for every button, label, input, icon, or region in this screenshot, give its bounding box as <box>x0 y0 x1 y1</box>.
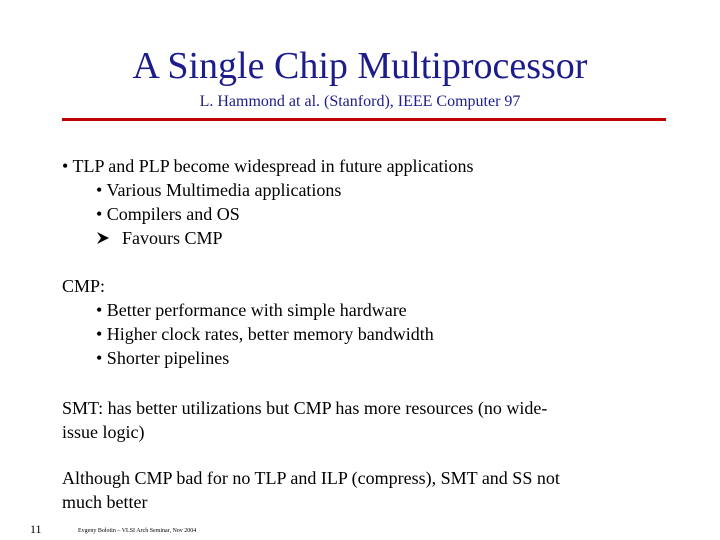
slide-title: A Single Chip Multiprocessor <box>132 45 588 87</box>
bullet-compilers: • Compilers and OS <box>96 204 240 224</box>
arrow-bullet-icon <box>96 226 122 250</box>
footer-credit: Evgeny Bolotin – VLSI Arch Seminar, Nov 2004 <box>78 528 197 534</box>
smt-paragraph-line2: issue logic) <box>62 422 145 442</box>
although-paragraph-line1: Although CMP bad for no TLP and ILP (compress), SMT and SS not <box>62 468 560 488</box>
bullet-tlp-plp: • TLP and PLP become widespread in future applications <box>62 156 474 176</box>
smt-paragraph-line1: SMT: has better utilizations but CMP has more resources (no wide- <box>62 398 548 418</box>
title-divider <box>62 118 666 121</box>
bullet-multimedia: • Various Multimedia applications <box>96 180 342 200</box>
cmp-heading: CMP: <box>62 276 106 296</box>
bullet-favours-cmp <box>96 226 223 250</box>
bullet-higher-clock: • Higher clock rates, better memory bandwidth <box>96 324 434 344</box>
bullet-shorter-pipelines: • Shorter pipelines <box>96 348 230 368</box>
page-number: 11 <box>30 522 42 536</box>
favours-cmp-text: Favours CMP <box>122 228 223 248</box>
although-paragraph-line2: much better <box>62 492 148 512</box>
bullet-better-performance: • Better performance with simple hardware <box>96 300 407 320</box>
slide-subtitle: L. Hammond at al. (Stanford), IEEE Computer 97 <box>199 93 521 110</box>
